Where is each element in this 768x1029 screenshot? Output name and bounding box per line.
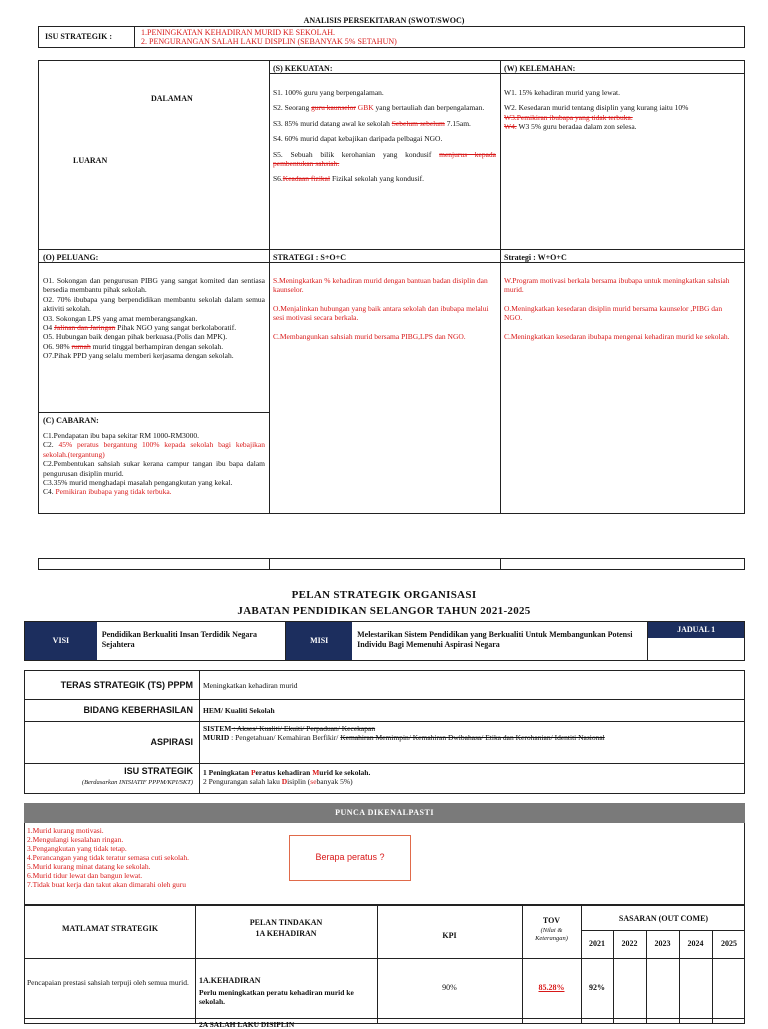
strategi-wo-header: Strategi : W+O+C [504, 253, 567, 262]
cabaran-list [39, 428, 269, 500]
isu1-a: 1 Peningkatan [203, 768, 251, 777]
sistem-label: SISTEM [203, 724, 232, 733]
o7-text: O7.Pihak PPD yang selalu memberi kerjasama dengan sekolah. [43, 351, 234, 360]
peluang-list [39, 273, 269, 363]
strategi-wo-item: O.Meningkatkan kesedaran disiplin murid bersama kaunselor ,PIBG dan NGO. [504, 303, 723, 323]
s3-b: 7.15am. [444, 118, 471, 128]
isu-strategik-label: ISU STRATEGIK : [39, 27, 135, 47]
w1-text: W1. 15% kehadiran murid yang lewat. [504, 88, 621, 97]
row-2021: 92% [589, 983, 605, 992]
strategi-wo-item: C.Meningkatkan kesedaran ibubapa mengenai kehadiran murid ke sekolah. [504, 331, 730, 341]
isu-sub: (Berdasarkan INISIATIF PPPM/KPI/SKT) [81, 779, 193, 786]
c1-text: C1.Pendapatan ibu bapa sekitar RM 1000-RM3000. [43, 431, 200, 440]
col-pelan-1: PELAN TINDAKAN [249, 918, 323, 927]
o6-red: rumah [71, 341, 91, 351]
col-tov: TOV [542, 916, 561, 925]
swot-title: ANALISIS PERSEKITARAN (SWOT/SWOC) [303, 16, 465, 25]
isu-strategik-row [38, 26, 745, 48]
murid-value: : Pengetahuan/ Kemahiran Berfikir/ [229, 733, 341, 743]
isu2-c: banyak 5%) [316, 777, 353, 787]
jadual-cell [647, 622, 744, 660]
s2-red: guru kaunselor [311, 103, 356, 113]
visi-label: VISI [25, 622, 97, 660]
punca-item: 5.Murid kurang minat datang ke sekolah. [27, 862, 151, 871]
punca-item: 7.Tidak buat kerja dan takut akan dimarahi oleh guru [27, 880, 187, 889]
aspirasi-label: ASPIRASI [150, 737, 193, 747]
isu-strategik-value [135, 27, 403, 47]
isu-item-2: 2. PENGURANGAN SALAH LAKU DISPLIN (SEBANYAK 5% SETAHUN) [141, 37, 397, 47]
sistem-value: : Akses/ Kualiti/ Ekuiti/ Perpaduan/ Kecekapan [231, 724, 376, 733]
plan-table [24, 905, 745, 1029]
s3-a: S3. 85% murid datang awal ke sekolah [273, 118, 392, 128]
s5-a: S5. Sebuah bilik kerohanian yang kondusif [273, 149, 440, 159]
jadual-label: JADUAL 1 [648, 622, 744, 638]
w4-b: W3 5% guru beradaa dalam zon selesa. [516, 122, 637, 132]
punca-item: 3.Pengangkutan yang tidak tetap. [27, 844, 127, 853]
o4-b: Pihak NGO yang sangat berkolaboratif. [115, 322, 237, 332]
bidang-label: BIDANG KEBERHASILAN [83, 705, 193, 715]
c3-text: C2.Pembentukan sahsiah sukar kerana campur tangan ibu bapa dalam pengurusan disiplin murid. [43, 459, 265, 478]
row-pelan-2: Perlu meningkatkan peratu kehadiran murid ke sekolah. [199, 988, 354, 1007]
visi-text: Pendidikan Berkualiti Insan Terdidik Negara Sejahtera [97, 622, 286, 660]
c4-text: C3.35% murid menghadapi masalah pengangkutan yang kekal. [43, 477, 233, 487]
punca-item: 1.Murid kurang motivasi. [27, 826, 104, 835]
isu-value [201, 768, 370, 787]
murid-label: MURID [203, 733, 230, 743]
s2-c: yang bertauliah dan berpengalaman. [373, 103, 485, 113]
year-2025: 2025 [721, 939, 737, 948]
strategi-wo-item: W.Program motivasi berkala bersama ibubapa untuk meningkatkan sahsiah murid. [504, 276, 730, 295]
isu1-m: M [312, 768, 320, 777]
year-2022: 2022 [621, 939, 638, 948]
w4-red: W4. [504, 122, 517, 132]
swot-table [38, 60, 745, 514]
strategi-so-item: C.Membangunkan sahsiah murid bersama PIBG,LPS dan NGO. [273, 331, 466, 341]
misi-text: Melestarikan Sistem Pendidikan yang Berkualiti Untuk Membangunkan Potensi Individu Bagi Memenuhi Aspirasi Negara [357, 630, 633, 649]
col-tov-sub: (Nilai & Keterangan) [535, 927, 568, 943]
col-sasaran: SASARAN (OUT COME) [618, 914, 709, 923]
o2-text: O2. 70% ibubapa yang berpendidikan membantu sekolah dalam semua aktiviti sekolah. [43, 294, 265, 314]
isu-item-1: 1.PENINGKATAN KEHADIRAN MURID KE SEKOLAH. [141, 28, 336, 37]
isu2-b: isiplin ( [287, 777, 311, 787]
strategi-so-header: STRATEGI : S+O+C [273, 253, 346, 262]
s1-text: S1. 100% guru yang berpengalaman. [273, 88, 384, 97]
c2-red: 45% peratus bergantung 100% kepada sekolah bagi kebajikan sekolah.(tergantung) [43, 440, 265, 459]
comment-box: Berapa peratus ? [289, 835, 411, 881]
blank-table-row [38, 558, 745, 570]
w3-text: W3.Pemikiran ibubapa yang tidak terbuka. [504, 112, 633, 122]
strategi-so-item: O.Menjalinkan hubungan yang baik antara sekolah dan ibubapa melalui sesi motivasi secara berkala. [273, 303, 489, 323]
o6-b: murid tinggal berhampiran dengan sekolah. [90, 341, 224, 351]
dalaman-label: DALAMAN [151, 94, 193, 103]
isu1-c: urid ke sekolah. [319, 768, 371, 777]
s6-a: S6. [273, 174, 283, 184]
s2-a: S2. Seorang [273, 103, 312, 113]
c2-a: C2. [43, 440, 59, 450]
s6-b: Fizikal sekolah yang kondusif. [330, 174, 425, 184]
kelemahan-list [500, 85, 746, 141]
s3-red: Sebelum sebelum [391, 118, 445, 128]
isu1-p: P [250, 768, 256, 777]
visi-misi-row [24, 621, 745, 661]
teras-label: TERAS STRATEGIK (TS) PPPM [60, 680, 193, 690]
pelan-title-2: JABATAN PENDIDIKAN SELANGOR TAHUN 2021-2025 [237, 605, 531, 617]
pelan-title-1: PELAN STRATEGIK ORGANISASI [291, 589, 477, 601]
punca-item: 4.Perancangan yang tidak teratur semasa cuti sekolah. [27, 853, 190, 862]
row-tov: 85.28% [538, 983, 565, 992]
year-2023: 2023 [654, 939, 671, 948]
peluang-header: (O) PELUANG: [43, 253, 99, 262]
punca-item: 6.Murid tidur lewat dan bangun lewat. [27, 871, 143, 880]
year-2021: 2021 [589, 939, 605, 948]
kekuatan-list [269, 85, 500, 193]
row-matlamat: Pencapaian prestasi sahsiah terpuji oleh semua murid. [27, 978, 189, 987]
isu-label: ISU STRATEGIK [124, 766, 193, 776]
isu2-a: 2 Pengurangan salah laku [203, 777, 282, 787]
row-kpi: 90% [442, 983, 457, 992]
strategi-wo-list [500, 273, 746, 350]
isu2-d: D [281, 777, 288, 787]
aspirasi-value [201, 724, 741, 743]
s6-red: Keadaan fizikal [282, 174, 331, 184]
kekuatan-header: (S) KEKUATAN: [273, 64, 333, 73]
c5-red: Pemikiran ibubapa yang tidak terbuka. [55, 487, 172, 497]
o4-red: Jalinan dan Jaringan [54, 322, 116, 332]
luaran-label: LUARAN [73, 156, 108, 165]
o4-a: O4 [43, 322, 55, 332]
isu2-s: se [310, 777, 317, 787]
teras-table [24, 670, 745, 794]
cabaran-header: (C) CABARAN: [43, 416, 99, 425]
s2-b: GBK [355, 103, 374, 113]
isu1-b: eratus kehadiran [255, 768, 313, 777]
o5-text: O5. Hubungan baik dengan pihak berkuasa.(Polis dan MPK). [43, 332, 228, 342]
col-pelan-2: 1A KEHADIRAN [255, 929, 317, 938]
strategi-so-list [269, 273, 500, 350]
c5-a: C4. [43, 487, 56, 497]
punca-box [24, 823, 745, 905]
punca-item: 2.Mengulangi kesalahan ringan. [27, 835, 124, 844]
col-matlamat: MATLAMAT STRATEGIK [61, 924, 159, 933]
kelemahan-header: (W) KELEMAHAN: [504, 64, 576, 73]
col-kpi: KPI [442, 931, 457, 940]
teras-value: Meningkatkan kehadiran murid [203, 681, 298, 690]
row2-pelan: 2A SALAH LAKU DISIPLIN [199, 1020, 295, 1029]
o6-a: O6. 98% [43, 341, 72, 351]
strategi-so-item: S.Meningkatkan % kehadiran murid dengan bantuan badan disiplin dan kaunselor. [273, 276, 488, 295]
punca-header: PUNCA DIKENALPASTI [24, 803, 745, 823]
s4-text: S4. 60% murid dapat kebajikan daripada pelbagai NGO. [273, 134, 443, 144]
bidang-value: HEM/ Kualiti Sekolah [203, 706, 275, 715]
o3-text: O3. Sokongan LPS yang amat memberangsangkan. [43, 313, 198, 323]
murid-struck: Kemahiran Memimpin/ Kemahiran Dwibahasa/ Etika dan Kerohanian/ Identiti Nasional [340, 733, 605, 743]
punca-list [27, 826, 189, 889]
year-2024: 2024 [687, 939, 704, 948]
o1-text: O1. Sokongan dan pengurusan PIBG yang sangat komited dan sentiasa bersedia membantu pihak sekolah. [43, 276, 265, 295]
s5-red: menjurus kepada pembentukan sahsiah. [273, 149, 496, 168]
w2-text: W2. Kesedaran murid tentang disiplin yang kurang iaitu 10% [504, 103, 689, 113]
row-pelan-1: 1A.KEHADIRAN [199, 976, 261, 985]
misi-label: MISI [286, 622, 352, 660]
